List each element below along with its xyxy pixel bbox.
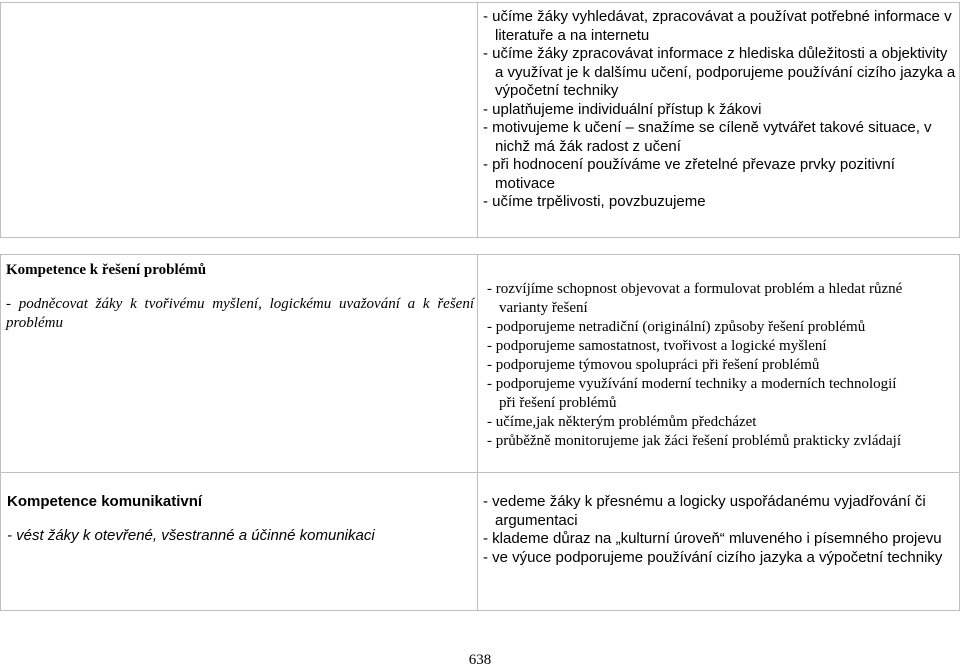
list-item: - ve výuce podporujeme používání cizího jazyka a výpočetní techniky [483,548,943,566]
list-item: - učíme trpělivosti, povzbuzujeme [483,193,706,210]
list-item: - podporujeme využívání moderní techniky a moderních technologií při řešení problémů [487,376,897,411]
competence-goal: - podněcovat žáky k tvořivému myšlení, logickému uvažování a k řešení problému [6,296,474,331]
problem-solving-goal-cell [6,255,474,472]
list-item: - rozvíjíme schopnost objevovat a formulovat problém a hledat různé varianty řešení [487,281,903,316]
list-item: - při hodnocení používáme ve zřetelné převaze prvky pozitivní motivace [483,156,895,192]
list-item: - podporujeme týmovou spolupráci při řešení problémů [487,357,820,373]
top-section-table [0,2,960,238]
list-item: - učíme žáky zpracovávat informace z hlediska důležitosti a objektivity a využívat je k dalšímu učení, podporujeme používání cizího jazyka a výpočetní techniky [483,45,956,99]
competences-table [0,254,960,611]
competence-heading: Kompetence k řešení problémů [6,262,207,278]
problem-solving-strategies-cell [487,255,907,472]
list-item: - klademe důraz na „kulturní úroveň“ mluveného i písemného projevu [483,530,942,547]
column-divider [477,3,478,237]
communication-strategies-list [483,493,957,567]
list-item: - podporujeme netradiční (originální) způsoby řešení problémů [487,319,866,335]
list-item: - učíme,jak některým problémům předcházet [487,414,757,430]
list-item: - průběžně monitorujeme jak žáci řešení problémů prakticky zvládají [487,433,902,449]
list-item: - učíme žáky vyhledávat, zpracovávat a používat potřebné informace v literatuře a na internetu [483,8,952,44]
communication-strategies-cell [483,473,957,610]
list-item: - podporujeme samostatnost, tvořivost a logické myšlení [487,338,827,354]
list-item: - motivujeme k učení – snažíme se cíleně vytvářet takové situace, v nichž má žák radost z učení [483,119,932,155]
top-strategies-list [483,8,957,212]
problem-solving-strategies-list [487,280,907,451]
problem-solving-row [1,255,959,473]
competence-goal: - vést žáky k otevřené, všestranné a účinné komunikaci [7,526,375,544]
competence-heading: Kompetence komunikativní [7,493,203,510]
top-strategies-cell [483,3,957,237]
list-item: - uplatňujeme individuální přístup k žákovi [483,100,762,118]
page-number: 638 [468,652,492,668]
communication-row [1,473,959,610]
list-item: - vedeme žáky k přesnému a logicky uspořádanému vyjadřování či argumentaci [483,493,926,529]
communication-goal-cell [7,473,473,610]
